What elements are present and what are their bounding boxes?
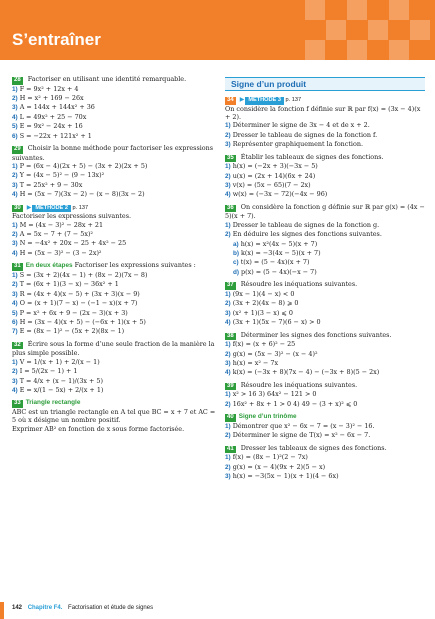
item-text: h(x) = (−2x + 3)(−3x − 5) (232, 162, 318, 171)
exercise-number: 35 (227, 154, 234, 161)
item-text: t(x) = (5 − 4x)(x + 7) (240, 258, 310, 267)
exercise-item (12, 386, 217, 395)
exercise-instruction: Factoriser en utilisant une identité remarquable. (25, 75, 187, 83)
item-text: h(x) = x²(4x − 5)(x + 7) (240, 239, 318, 248)
exercise-item (12, 171, 217, 180)
exercise-item (12, 358, 217, 367)
item-text: R = (4x + 4)(x − 5) + (3x + 3)(x − 9) (19, 289, 140, 298)
item-key: 4) (225, 369, 231, 377)
item-text: H = (5x − 7)(3x − 2) − (x − 8)(3x − 2) (19, 190, 145, 199)
item-text: f(x) = (8x − 1)²(2 − 7x) (232, 453, 308, 462)
exercise-head (12, 75, 217, 85)
item-key: 3) (225, 359, 231, 367)
item-key: 1) (225, 290, 231, 298)
item-key: b) (233, 250, 240, 258)
exercise-item (225, 422, 425, 431)
item-text: ABC est un triangle rectangle en A tel que BC = x + 7 et AC = 5 où x désigne un nombre positif. (12, 407, 216, 425)
item-key: 4) (12, 249, 18, 257)
item-key: 2) (12, 172, 18, 180)
exercise-30 (12, 203, 217, 259)
exercise-head (12, 398, 217, 408)
item-text: Dresser le tableau de signes de la fonction f. (232, 130, 378, 139)
exercise-item (12, 290, 217, 299)
exercise-item (225, 258, 425, 267)
exercise-title: Signe d’un trinôme (238, 413, 297, 421)
item-key: 1) (225, 221, 231, 229)
exercise-head (225, 412, 425, 422)
exercise-31 (12, 261, 217, 336)
item-key: 5) (12, 309, 18, 317)
exercise-item (12, 162, 217, 171)
exercise-instruction: Résoudre les inéquations suivantes. (238, 380, 358, 389)
method-badge[interactable]: MÉTHODE 3 (245, 97, 284, 105)
chapter-label: Chapitre F4. (27, 605, 63, 611)
item-key: 3) (225, 182, 231, 190)
exercise-item (225, 400, 425, 409)
item-text: E = 9x² − 24x + 16 (19, 122, 83, 131)
exercise-instruction: On considère la fonction g définie sur ℝ par g(x) = (4x − 5)(x + 7). (225, 202, 425, 221)
exercise-40 (225, 412, 425, 440)
exercise-item (12, 94, 217, 103)
exercise-item (225, 390, 425, 399)
exercise-item (12, 249, 217, 258)
exercise-instruction: Factoriser les expressions suivantes. (12, 212, 132, 221)
item-key: 3) (12, 377, 18, 385)
item-text: u(x) = (2x + 14)(6x + 24) (232, 171, 316, 180)
item-key: 4) (12, 113, 18, 121)
right-column (225, 75, 425, 484)
page-title: S’entraîner (12, 30, 101, 49)
item-key: 2) (225, 400, 231, 408)
exercise-item (225, 121, 425, 130)
exercise-instruction: Déterminer les signes des fonctions suivantes. (238, 330, 392, 339)
item-key: 2) (225, 350, 231, 358)
arrow-icon: ▶ (239, 96, 245, 103)
exercise-item (225, 453, 425, 462)
exercise-item (12, 230, 217, 239)
exercise-head (225, 95, 425, 121)
exercise-instruction: Établir les tableaux de signes des fonctions. (238, 152, 384, 161)
item-key: 1) (225, 163, 231, 171)
page-reference: p. 137 (70, 204, 89, 211)
exercise-item (225, 359, 425, 368)
item-key: 1) (12, 271, 18, 279)
exercise-item (225, 463, 425, 472)
page-header (0, 0, 435, 60)
item-key: 1) (225, 122, 231, 130)
item-key: 1) (225, 391, 231, 399)
exercise-number: 34 (227, 97, 234, 103)
item-key: 3) (12, 181, 18, 189)
item-key: a) (233, 240, 239, 248)
exercise-item (12, 271, 217, 280)
item-text: x² > 16 3) 64x² − 121 > 0 (232, 390, 317, 399)
item-text: (9x − 1)(4 − x) < 0 (232, 289, 295, 298)
exercise-item (225, 172, 425, 181)
page-reference: p. 137 (283, 97, 302, 103)
item-text: p(x) = (5 − 4x)(−x − 7) (241, 267, 317, 276)
header-decoration (285, 0, 435, 60)
exercise-instruction: Factoriser les expressions suivantes : (72, 261, 196, 270)
exercise-item (12, 132, 217, 141)
item-text: (3x + 2)(4x − 8) ⩾ 0 (232, 299, 299, 308)
exercise-item (12, 309, 217, 318)
chapter-title: Factorisation et étude de signes (68, 605, 154, 611)
item-key: 3) (12, 290, 18, 298)
item-key: 2) (225, 463, 231, 471)
footer-bar (0, 602, 4, 619)
exercise-item (12, 103, 217, 112)
exercise-instruction: Résoudre les inéquations suivantes. (238, 280, 358, 289)
exercise-item (225, 268, 425, 277)
exercise-item (12, 239, 217, 248)
item-key: 2) (12, 95, 18, 102)
exercise-head (12, 203, 217, 221)
item-key: 7) (12, 328, 18, 336)
item-text: P = (6x − 4)(2x + 5) − (3x + 2)(2x + 5) (19, 162, 148, 171)
exercise-title: En deux étapes (25, 262, 73, 270)
exercise-item (12, 181, 217, 190)
item-text: k(x) = (−3x + 8)(7x − 4) − (−3x + 8)(5 − 2x) (232, 368, 380, 377)
item-key: 6) (12, 132, 18, 140)
item-text: H = x² + 169 − 26x (19, 94, 84, 102)
exercise-instruction: Dresser les tableaux de signes des fonctions. (238, 443, 387, 452)
exercise-item (225, 140, 425, 149)
item-key: 2) (225, 172, 231, 180)
item-text: Y = (4x − 5)² − (9 − 13x)² (19, 171, 105, 180)
item-key: 1) (12, 163, 18, 171)
exercise-number: 29 (14, 146, 21, 153)
item-text: Déterminer le signe de T(x) = x² − 6x − 7. (232, 431, 371, 440)
item-key: 4) (225, 191, 231, 199)
item-text: A = 144x + 144x² + 36 (19, 103, 95, 112)
exercise-item (225, 240, 425, 249)
item-text: L = 49x² + 25 − 70x (19, 112, 87, 121)
item-text: T = 25x² + 9 − 30x (19, 180, 83, 189)
exercise-item (225, 181, 425, 190)
item-text: P = x² + 6x + 9 − (2x − 3)(x + 3) (19, 308, 128, 317)
item-text: h(x) = −3(5x − 1)(x + 1)(4 − 6x) (232, 471, 339, 480)
exercise-head (225, 381, 425, 391)
exercise-36 (225, 203, 425, 277)
exercise-item (225, 230, 425, 239)
exercise-33 (12, 398, 217, 433)
exercise-number: 41 (227, 445, 234, 452)
item-key: 2) (12, 231, 18, 239)
method-badge[interactable]: MÉTHODE 2 (32, 205, 71, 213)
item-text: h(x) = x² − 7x (232, 358, 279, 367)
item-key: 4) (12, 191, 18, 199)
exercise-item (225, 340, 425, 349)
item-key: 4) (12, 386, 18, 394)
item-text: F = 9x² + 12x + 4 (19, 84, 79, 93)
exercise-34 (225, 95, 425, 150)
item-key: 2) (12, 368, 18, 376)
item-text: Exprimer AB² en fonction de x sous forme factorisée. (12, 424, 185, 433)
item-key: 3) (12, 240, 18, 248)
item-key: d) (233, 268, 240, 276)
exercise-item (225, 290, 425, 299)
exercise-32 (12, 340, 217, 396)
item-text: H = (3x − 4)(x + 5) − (−6x + 1)(x + 5) (19, 317, 146, 326)
exercise-item (12, 367, 217, 376)
item-key: 2) (225, 231, 231, 239)
exercise-item (12, 377, 217, 386)
exercise-29 (12, 144, 217, 200)
exercise-head (225, 280, 425, 290)
item-key: 1) (12, 358, 18, 366)
exercise-item (225, 190, 425, 199)
item-text: S = (3x + 2)(4x − 1) + (8x − 2)(7x − 8) (19, 270, 148, 279)
exercise-item (12, 190, 217, 199)
item-key: c) (233, 259, 239, 267)
exercise-number: 31 (14, 263, 21, 270)
exercise-head (225, 153, 425, 163)
exercise-item (12, 280, 217, 289)
exercise-number: 36 (227, 204, 234, 211)
item-key: 4) (12, 300, 18, 308)
exercise-head (12, 144, 217, 162)
exercise-item (12, 221, 217, 230)
item-text: f(x) = (x + 6)² − 25 (232, 340, 296, 349)
item-key: 3) (225, 309, 231, 317)
exercise-39 (225, 381, 425, 409)
item-key: 2) (12, 281, 18, 289)
exercise-number: 37 (227, 282, 234, 289)
exercise-title: Triangle rectangle (25, 399, 81, 407)
item-text: E = (8x − 1)² − (5x + 2)(8x − 1) (19, 327, 125, 336)
item-text: V = 1/(x + 1) + 2/(x − 1) (19, 357, 100, 366)
exercise-37 (225, 280, 425, 327)
exercise-item (225, 221, 425, 230)
exercise-number: 38 (227, 332, 234, 339)
item-key: 1) (12, 85, 18, 93)
exercise-41 (225, 444, 425, 482)
exercise-item (12, 85, 217, 94)
exercise-item (12, 408, 217, 425)
exercise-item (12, 113, 217, 122)
exercise-number: 28 (14, 77, 21, 83)
item-text: T = (6x + 1)(3 − x) − 36x² + 1 (19, 280, 119, 289)
item-text: 16x² + 8x + 1 > 0 4) 49 − (3 + x)² ⩽ 0 (232, 399, 358, 408)
item-key: 2) (225, 300, 231, 308)
arrow-icon: ▶ (26, 203, 32, 211)
exercise-item (225, 472, 425, 481)
item-key: 1) (225, 454, 231, 462)
exercise-item (225, 162, 425, 171)
item-key: 6) (12, 318, 18, 326)
item-text: g(x) = (5x − 3)² − (x − 4)² (232, 349, 318, 358)
item-key: 3) (225, 472, 231, 480)
exercise-head (225, 331, 425, 341)
item-text: w(x) = (−3x − 72)(−4x − 96) (232, 190, 328, 199)
item-text: v(x) = (5x − 65)(7 − 2x) (232, 181, 311, 190)
exercise-item (225, 318, 425, 327)
page-number: 142 (12, 605, 23, 611)
item-text: A = 5x − 7 + (7 − 5x)² (19, 230, 93, 239)
exercise-number: 30 (14, 204, 21, 211)
section-header: Signe d’un produit (225, 77, 425, 91)
item-key: 1) (225, 422, 231, 430)
exercise-35 (225, 153, 425, 200)
item-text: E = x/(1 − 5x) + 2/(x + 1) (19, 385, 104, 394)
item-text: (3x + 1)(5x − 7)(6 − x) > 0 (232, 318, 321, 327)
item-text: S = −22x + 121x² + 1 (19, 131, 92, 140)
exercise-item (12, 327, 217, 336)
exercise-number: 39 (227, 382, 234, 389)
item-text: (x² + 1)(3 − x) ⩽ 0 (232, 308, 293, 317)
exercise-instruction: On considère la fonction f définie sur ℝ par f(x) = (3x − 4)(x + 2). (225, 104, 421, 121)
item-key: 3) (225, 141, 231, 149)
exercise-item (12, 122, 217, 131)
item-key: 2) (225, 131, 231, 139)
exercise-38 (225, 331, 425, 378)
item-key: 2) (225, 432, 231, 440)
exercise-item (225, 309, 425, 318)
item-text: Dresser le tableau de signes de la fonction g. (232, 220, 380, 229)
item-text: M = (4x − 3)² − 28x + 21 (19, 220, 104, 229)
exercise-head (225, 444, 425, 454)
item-text: H = (5x − 3)² − (3 − 2x)² (19, 248, 102, 257)
item-text: g(x) = (x − 4)(9x + 2)(5 − x) (232, 462, 326, 471)
page-footer (12, 605, 153, 611)
item-key: 3) (12, 104, 18, 112)
exercise-head (12, 340, 217, 358)
item-text: O = (x + 1)(7 − x) − (−1 − x)(x + 7) (19, 299, 138, 308)
item-text: Représenter graphiquement la fonction. (232, 140, 363, 149)
item-key: 1) (12, 221, 18, 229)
item-key: 1) (225, 341, 231, 349)
item-key: 4) (225, 319, 231, 327)
exercise-number: 32 (14, 341, 21, 348)
exercise-item (225, 299, 425, 308)
item-text: Déterminer le signe de 3x − 4 et de x + 2. (232, 121, 370, 130)
exercise-item (225, 131, 425, 140)
item-text: En déduire les signes des fonctions suivantes. (232, 230, 382, 239)
item-key: 5) (12, 123, 18, 131)
exercise-item (12, 425, 217, 433)
exercise-item (12, 318, 217, 327)
item-text: N = −4x² + 20x − 25 + 4x² − 25 (19, 239, 127, 248)
item-text: Démontrer que x² − 6x − 7 = (x − 3)² − 16. (232, 421, 375, 430)
exercise-head (225, 203, 425, 221)
exercise-item (225, 368, 425, 377)
exercise-item (225, 249, 425, 258)
exercise-item (225, 350, 425, 359)
exercise-number: 33 (14, 400, 21, 407)
exercise-number: 40 (227, 414, 234, 421)
exercise-instruction: Choisir la bonne méthode pour factoriser les expressions suivantes. (12, 144, 214, 162)
item-text: I = 5/(2x − 1) + 1 (19, 367, 78, 376)
exercise-head (12, 261, 217, 271)
exercise-item (12, 299, 217, 308)
exercise-instruction: Écrire sous la forme d’une seule fraction de la manière la plus simple possible. (12, 339, 215, 358)
exercise-item (225, 431, 425, 440)
exercise-28 (12, 75, 217, 141)
item-text: k(x) = −3(4x − 5)(x + 7) (241, 249, 321, 258)
item-text: T = 4/x + (x − 1)/(3x + 5) (19, 376, 103, 385)
left-column (12, 75, 217, 436)
